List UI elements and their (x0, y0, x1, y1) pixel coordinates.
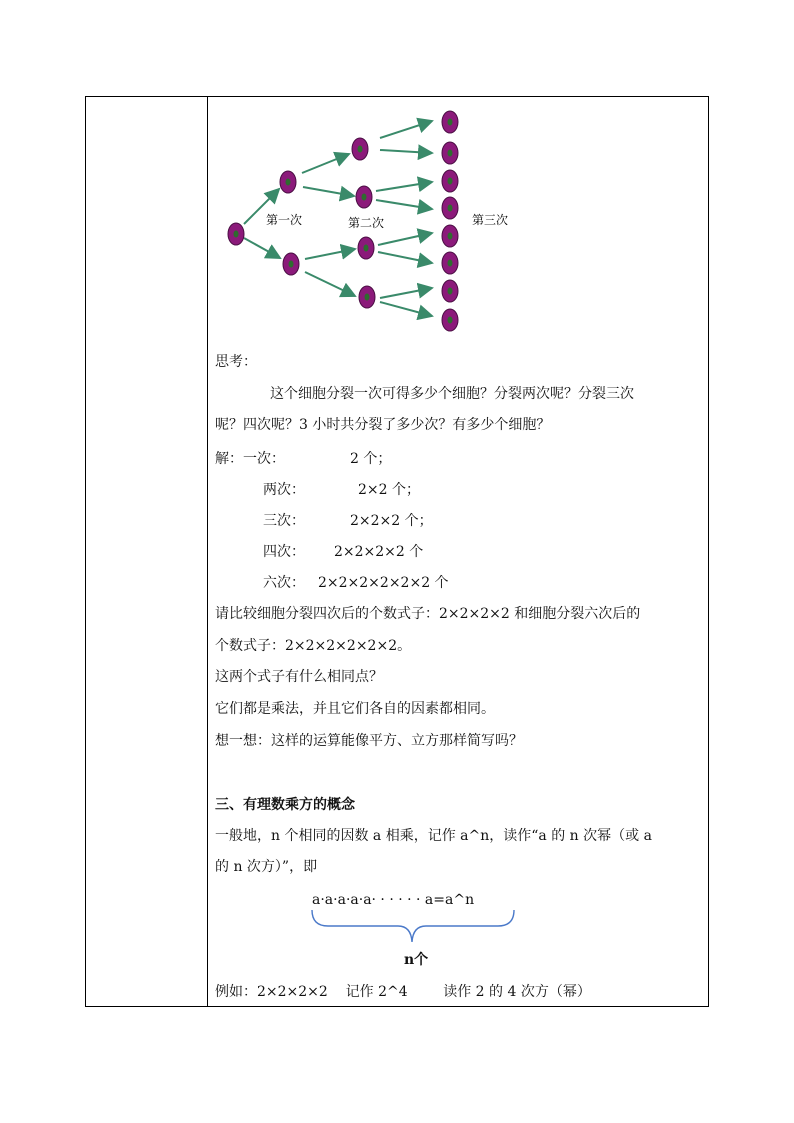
solution-value-3: 2×2×2 个； (350, 513, 433, 529)
solution-label-3: 三次： (263, 513, 305, 529)
section3-title: 三、有理数乘方的概念 (215, 797, 355, 813)
definition-line1: 一般地，n 个相同的因数 a 相乘，记作 a^n，读作“a 的 n 次幂（或 a (215, 828, 652, 844)
cell-icon (352, 138, 368, 160)
compare-answer: 它们都是乘法，并且它们各自的因素都相同。 (215, 701, 495, 717)
power-formula: a·a·a·a·a· · · · · · a=a^n (312, 892, 475, 908)
cell-icon (442, 197, 458, 219)
think-question-line1: 这个细胞分裂一次可得多少个细胞？分裂两次呢？分裂三次 (270, 386, 634, 402)
solution-label-2: 两次： (263, 482, 305, 498)
definition-line2: 的 n 次方）”，即 (215, 859, 318, 875)
think-again: 想一想：这样的运算能像平方、立方那样简写吗？ (215, 733, 523, 749)
cell-icon (280, 171, 296, 193)
label-first-division: 第一次 (266, 213, 303, 227)
label-second-division: 第二次 (348, 216, 385, 230)
compare-line2: 个数式子：2×2×2×2×2×2。 (215, 638, 412, 654)
solution-label-6: 六次： (263, 575, 305, 591)
cell-icon (359, 286, 375, 308)
cell-icon (228, 223, 244, 245)
solution-value-6: 2×2×2×2×2×2 个 (318, 575, 449, 591)
solution-label-4: 四次： (263, 544, 305, 560)
underbrace (308, 908, 520, 948)
cell-icon (442, 170, 458, 192)
cell-icon (283, 253, 299, 275)
solution-value-1: 2 个； (350, 451, 392, 467)
cell-division-diagram (210, 100, 510, 340)
brace-label: n个 (404, 952, 429, 968)
cell-icon (442, 252, 458, 274)
think-question-line2: 呢？四次呢？3 小时共分裂了多少次？有多少个细胞？ (215, 417, 551, 433)
example-line: 例如：2×2×2×2 记作 2^4 读作 2 的 4 次方（幂） (215, 984, 591, 1000)
cell-icon (442, 111, 458, 133)
cell-icon (442, 280, 458, 302)
cell-icon (356, 186, 372, 208)
cell-icon (358, 237, 374, 259)
cell-icon (442, 225, 458, 247)
cell-icon (442, 142, 458, 164)
think-heading: 思考： (215, 354, 257, 370)
solution-value-4: 2×2×2×2 个 (334, 544, 424, 560)
compare-line1: 请比较细胞分裂四次后的个数式子：2×2×2×2 和细胞分裂六次后的 (215, 606, 641, 622)
cells (228, 111, 458, 331)
cell-icon (442, 309, 458, 331)
label-third-division: 第三次 (472, 213, 509, 227)
solution-value-2: 2×2 个； (358, 482, 420, 498)
compare-question: 这两个式子有什么相同点？ (215, 669, 383, 685)
solution-intro: 解：一次： (215, 451, 285, 467)
left-column-cell (86, 97, 208, 1006)
